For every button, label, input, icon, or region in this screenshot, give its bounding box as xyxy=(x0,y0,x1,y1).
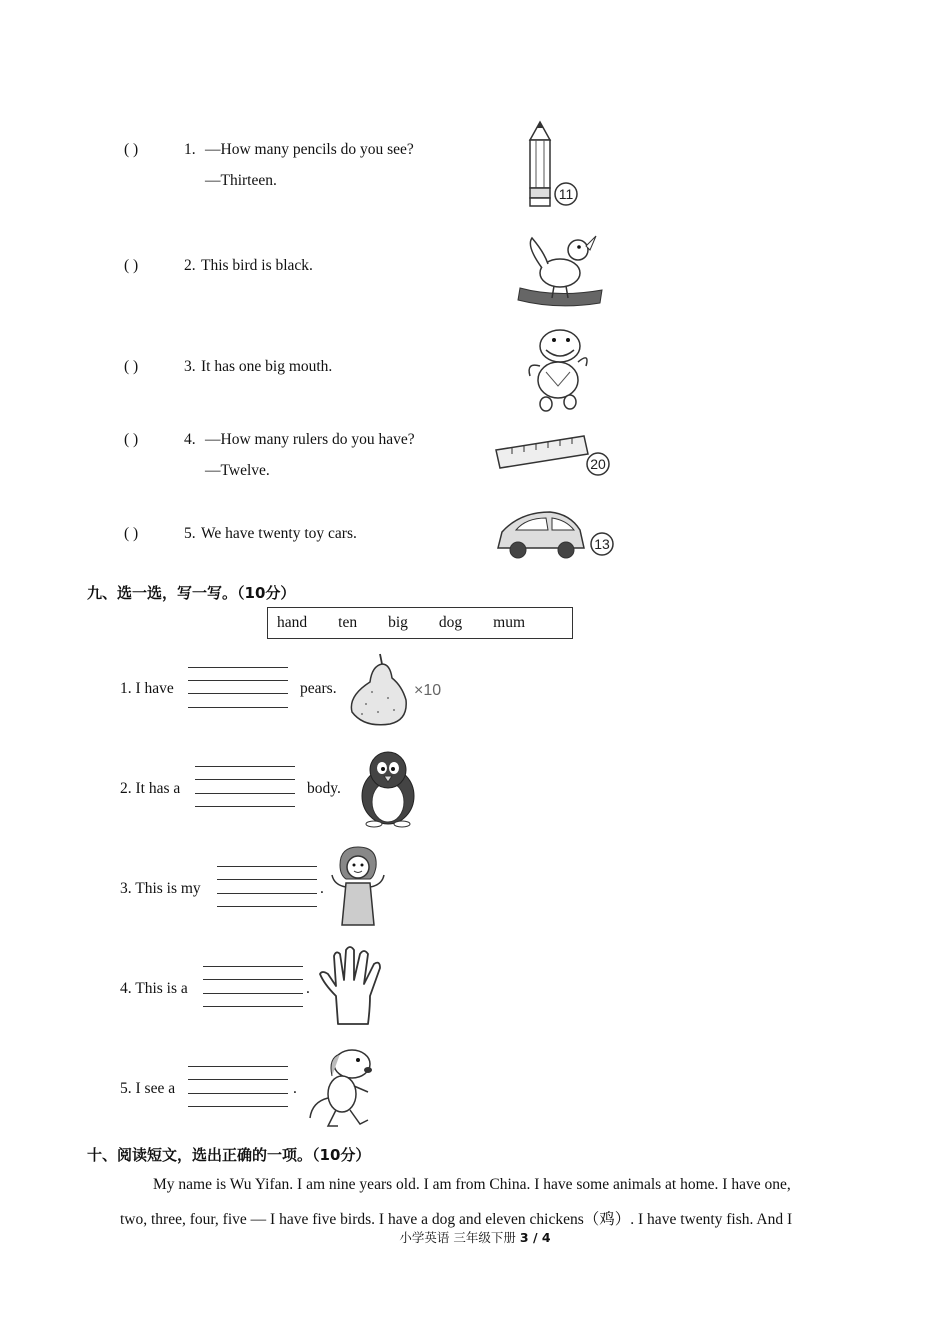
section-heading-10: 十、阅读短文，选出正确的一项。（10分） xyxy=(87,1146,371,1164)
reading-passage-line-1: My name is Wu Yifan. I am nine years old. I am from China. I have some animals at home. I have one, xyxy=(153,1176,791,1193)
answer-paren[interactable]: ( ) xyxy=(124,431,139,448)
fill-item-text: 4. This is a xyxy=(120,980,188,997)
fill-item-text: . xyxy=(293,1080,297,1097)
word-bank xyxy=(267,607,573,639)
item-text: This bird is black. xyxy=(201,257,313,274)
count-label: 20 xyxy=(590,456,606,472)
item-number: 5. xyxy=(184,525,196,542)
fill-item-text: 5. I see a xyxy=(120,1080,176,1097)
item-number: 3. xyxy=(184,358,196,375)
writing-lines[interactable] xyxy=(188,667,288,709)
dog-picture xyxy=(304,1042,380,1130)
word-bank-word: hand xyxy=(277,614,308,631)
mum-picture xyxy=(326,845,390,929)
writing-lines[interactable] xyxy=(217,866,317,908)
pencil-picture xyxy=(520,118,590,213)
fill-item-text: body. xyxy=(307,780,341,797)
item-text: —How many pencils do you see? xyxy=(205,141,414,158)
word-bank-word: dog xyxy=(438,614,463,631)
pear-picture xyxy=(344,652,456,728)
penguin-picture xyxy=(352,748,424,828)
answer-paren[interactable]: ( ) xyxy=(124,358,139,375)
turtle-picture xyxy=(516,322,596,414)
count-label: 13 xyxy=(594,536,610,552)
reading-passage-line-2: two, three, four, five — I have five birds. I have a dog and eleven chickens（鸡）. I have twenty fish. And I xyxy=(120,1211,793,1228)
item-text: It has one big mouth. xyxy=(201,358,333,375)
fill-item-text: 1. I have xyxy=(120,680,174,697)
page-number: 3 / 4 xyxy=(519,1230,551,1245)
word-bank-word: big xyxy=(388,614,408,631)
item-text: —Thirteen. xyxy=(205,172,277,189)
answer-paren[interactable]: ( ) xyxy=(124,141,139,158)
ruler-picture xyxy=(492,428,617,480)
toy-car-picture xyxy=(490,502,618,566)
item-text: —How many rulers do you have? xyxy=(205,431,415,448)
item-number: 4. xyxy=(184,431,196,448)
writing-lines[interactable] xyxy=(195,766,295,808)
fill-item-text: . xyxy=(320,880,324,897)
fill-item-text: 3. This is my xyxy=(120,880,201,897)
writing-lines[interactable] xyxy=(188,1066,288,1108)
writing-lines[interactable] xyxy=(203,966,303,1008)
fill-item-text: . xyxy=(306,980,310,997)
bird-picture xyxy=(512,228,607,313)
item-text: We have twenty toy cars. xyxy=(201,525,357,542)
fill-item-text: pears. xyxy=(300,680,337,697)
answer-paren[interactable]: ( ) xyxy=(124,257,139,274)
item-number: 2. xyxy=(184,257,196,274)
fill-item-text: 2. It has a xyxy=(120,780,181,797)
answer-paren[interactable]: ( ) xyxy=(124,525,139,542)
hand-picture xyxy=(316,944,392,1028)
word-bank-word: mum xyxy=(493,614,526,631)
item-number: 1. xyxy=(184,141,196,158)
quantity-note: ×10 xyxy=(414,682,442,699)
footer-subject: 小学英语 三年级下册 xyxy=(399,1230,516,1245)
word-bank-word: ten xyxy=(338,614,358,631)
item-text: —Twelve. xyxy=(205,462,270,479)
count-label: 11 xyxy=(558,186,574,202)
section-heading-9: 九、选一选，写一写。（10分） xyxy=(87,584,296,602)
page-footer xyxy=(0,1228,950,1246)
